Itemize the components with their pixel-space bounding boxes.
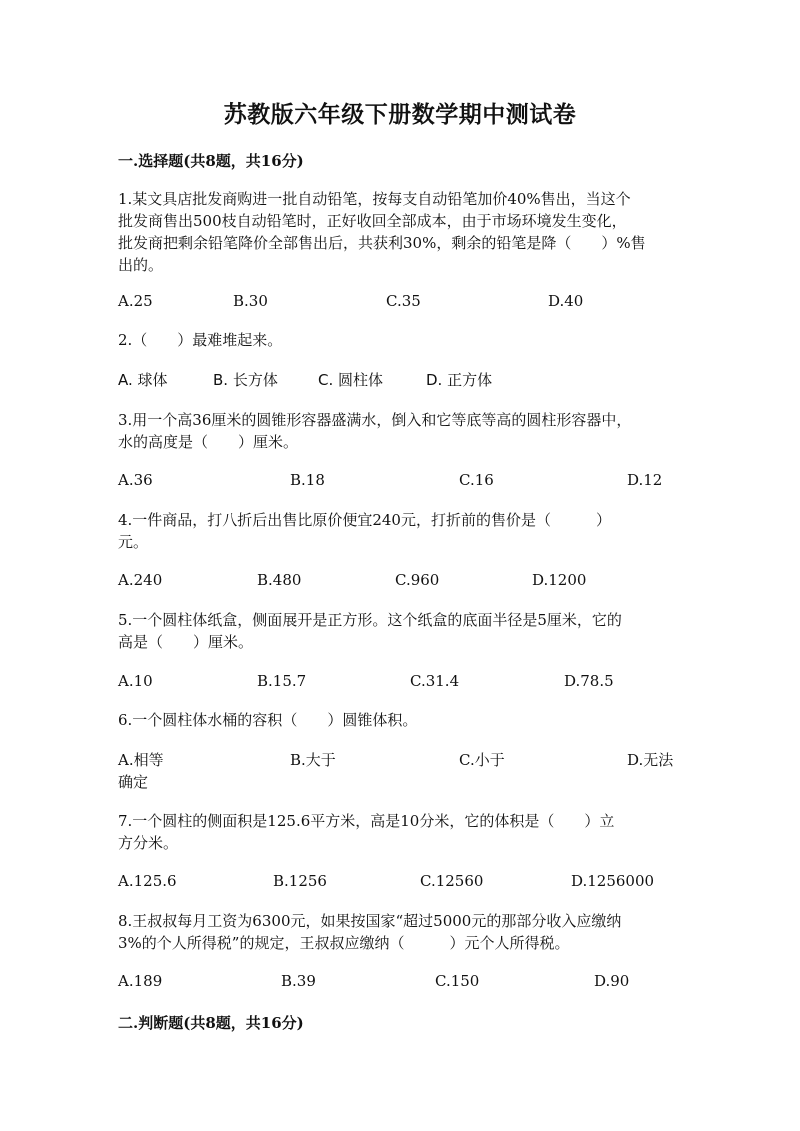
question-line: 1.某文具店批发商购进一批自动铅笔，按每支自动铅笔加价40%售出，当这个 (118, 190, 631, 208)
option-d[interactable]: D.无法 (627, 751, 674, 769)
option-c[interactable]: C.12560 (420, 872, 484, 890)
question-8 (118, 910, 678, 954)
option-c[interactable]: C.150 (435, 972, 480, 990)
question-line: 水的高度是（ ）厘米。 (118, 433, 299, 451)
question-1 (118, 188, 678, 276)
question-line: 7.一个圆柱的侧面积是125.6平方米，高是10分米，它的体积是（ ）立 (118, 812, 615, 830)
option-d[interactable]: D.1200 (532, 571, 587, 589)
option-a[interactable]: A.相等 (118, 751, 164, 769)
option-d[interactable]: D.78.5 (564, 672, 614, 690)
options-6 (118, 749, 698, 793)
question-2 (118, 329, 678, 351)
option-b[interactable]: B.39 (281, 972, 316, 990)
option-b[interactable]: B.480 (257, 571, 302, 589)
option-a[interactable]: A.240 (118, 571, 163, 589)
options-5 (118, 670, 698, 714)
question-line: 批发商把剩余铅笔降价全部售出后，共获利30%，剩余的铅笔是降（ ）%售 (118, 234, 646, 252)
question-line: 出的。 (118, 256, 164, 274)
question-6 (118, 709, 678, 731)
question-line: 2.（ ）最难堆起来。 (118, 331, 283, 349)
option-b[interactable]: B.1256 (273, 872, 327, 890)
option-c[interactable]: C.35 (386, 292, 421, 310)
options-4 (118, 569, 698, 613)
option-d-continued: 确定 (118, 773, 149, 791)
options-8 (118, 970, 698, 1014)
options-7 (118, 870, 698, 914)
question-4 (118, 509, 678, 553)
option-a[interactable]: A.25 (118, 292, 153, 310)
question-line: 元。 (118, 533, 149, 551)
question-line: 8.王叔叔每月工资为6300元，如果按国家“超过5000元的那部分收入应缴纳 (118, 912, 622, 930)
question-line: 高是（ ）厘米。 (118, 633, 254, 651)
option-a[interactable]: A.36 (118, 471, 153, 489)
question-line: 批发商售出500枝自动铅笔时，正好收回全部成本，由于市场环境发生变化， (118, 212, 627, 230)
option-b[interactable]: B.大于 (290, 751, 336, 769)
question-line: 4.一件商品，打八折后出售比原价便宜240元，打折前的售价是（ ） (118, 511, 611, 529)
option-c[interactable]: C.16 (459, 471, 494, 489)
option-a[interactable]: A.189 (118, 972, 163, 990)
option-d[interactable]: D. 正方体 (426, 371, 493, 389)
option-b[interactable]: B.15.7 (257, 672, 307, 690)
options-1 (118, 290, 698, 334)
section-heading-multiple-choice: 一.选择题(共8题，共16分) (118, 152, 304, 170)
option-d[interactable]: D.1256000 (571, 872, 655, 890)
question-line: 3%的个人所得税”的规定，王叔叔应缴纳（ ）元个人所得税。 (118, 934, 570, 952)
option-b[interactable]: B.30 (233, 292, 268, 310)
question-line: 6.一个圆柱体水桶的容积（ ）圆锥体积。 (118, 711, 418, 729)
option-c[interactable]: C. 圆柱体 (318, 371, 384, 389)
question-line: 3.用一个高36厘米的圆锥形容器盛满水，倒入和它等底等高的圆柱形容器中， (118, 411, 632, 429)
options-3 (118, 469, 698, 513)
option-a[interactable]: A.10 (118, 672, 153, 690)
option-b[interactable]: B.18 (290, 471, 325, 489)
options-2 (118, 369, 698, 413)
option-c[interactable]: C.960 (395, 571, 440, 589)
question-line: 5.一个圆柱体纸盒，侧面展开是正方形。这个纸盒的底面半径是5厘米，它的 (118, 611, 622, 629)
option-a[interactable]: A.125.6 (118, 872, 177, 890)
question-7 (118, 810, 678, 854)
question-line: 方分米。 (118, 834, 179, 852)
page-title: 苏教版六年级下册数学期中测试卷 (223, 101, 577, 128)
question-3 (118, 409, 678, 453)
option-c[interactable]: C.31.4 (410, 672, 460, 690)
option-d[interactable]: D.12 (627, 471, 663, 489)
option-d[interactable]: D.90 (594, 972, 630, 990)
option-a[interactable]: A. 球体 (118, 371, 168, 389)
option-b[interactable]: B. 长方体 (213, 371, 278, 389)
question-5 (118, 609, 678, 653)
section-heading-true-false: 二.判断题(共8题，共16分) (118, 1014, 304, 1032)
option-d[interactable]: D.40 (548, 292, 584, 310)
option-c[interactable]: C.小于 (459, 751, 505, 769)
